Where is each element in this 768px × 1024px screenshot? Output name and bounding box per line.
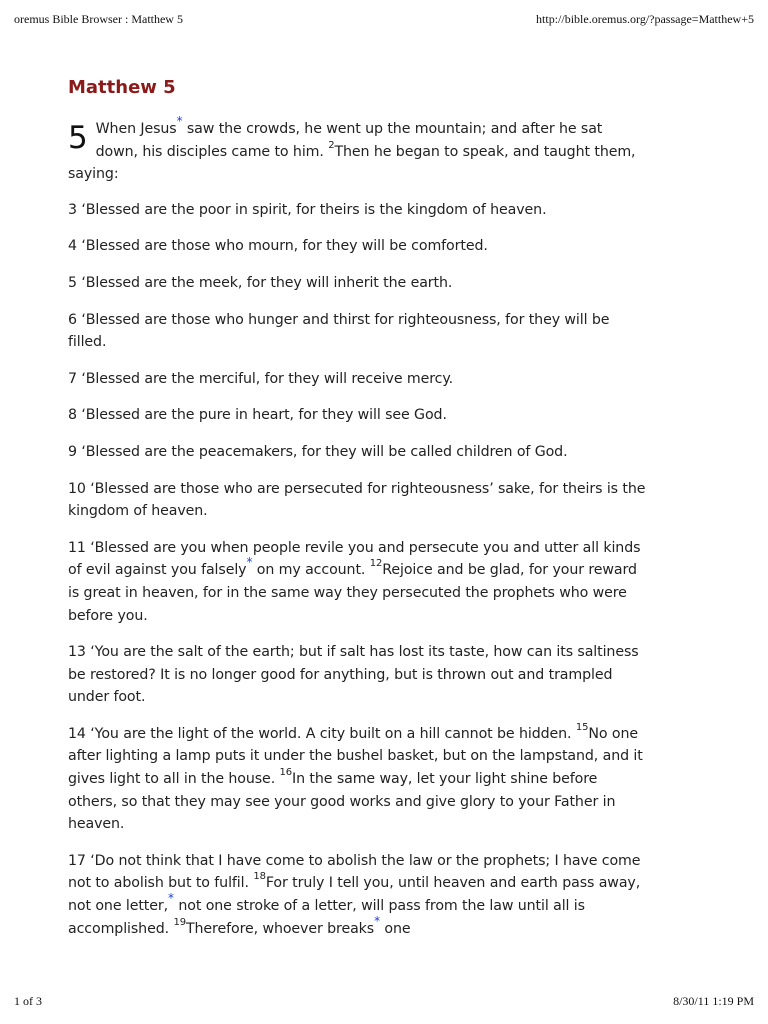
verse-text: not one stroke of a letter, will pass from the law until all is accomplished. <box>68 898 585 937</box>
verse-number: 18 <box>253 871 266 883</box>
footnote-marker[interactable]: * <box>176 114 183 128</box>
page-count: 1 of 3 <box>14 994 42 1008</box>
verse-number: 16 <box>279 767 293 779</box>
verse-text: Then he began to speak, and taught them, saying: <box>68 143 636 183</box>
verse-paragraph: 13 ‘You are the salt of the earth; but if salt has lost its taste, how can its saltiness be restored? It is no longer good for anything, but is thrown out and trampled under foot. <box>68 644 639 706</box>
verse-paragraph: 9 ‘Blessed are the peacemakers, for they will be called children of God. <box>68 443 568 460</box>
verse-paragraph <box>68 114 648 186</box>
verse-paragraph <box>68 850 648 940</box>
chapter-number: 5 <box>68 120 88 156</box>
footnote-marker[interactable]: * <box>168 891 174 906</box>
verse-paragraph: 6 ‘Blessed are those who hunger and thirst for righteousness, for they will be filled. <box>68 311 610 351</box>
verse-text: one <box>379 920 411 937</box>
verse-text: on my account. <box>252 562 370 579</box>
verse-number: 2 <box>328 139 335 151</box>
print-header <box>14 12 754 27</box>
passage-content <box>68 76 648 954</box>
passage-title: Matthew 5 <box>68 77 176 98</box>
verse-text: No one after lighting a lamp puts it under the bushel basket, but on the lampstand, and it gives light to all in the house. <box>68 725 643 788</box>
verse-text: For truly I tell you, until heaven and earth pass away, not one letter, <box>68 875 641 915</box>
verse-paragraph: 8 ‘Blessed are the pure in heart, for they will see God. <box>68 407 447 424</box>
footnote-marker[interactable]: * <box>374 913 380 928</box>
verse-text: 14 ‘You are the light of the world. A city built on a hill cannot be hidden. <box>68 725 576 742</box>
verse-number: 19 <box>173 916 186 928</box>
verse-paragraph <box>68 537 648 627</box>
verse-text: In the same way, let your light shine before others, so that they may see your good works and give glory to your Father in heaven. <box>68 771 616 833</box>
verse-paragraph <box>68 723 648 836</box>
verse-text: saw the crowds, he went up the mountain; and after he sat down, his disciples came to him. <box>95 121 603 160</box>
verse-text: 17 ‘Do not think that I have come to abolish the law or the prophets; I have come not to abolish but to fulfil. <box>68 852 641 892</box>
footnote-marker[interactable]: * <box>246 555 253 570</box>
verse-text: 11 ‘Blessed are you when people revile you and persecute you and utter all kinds of evil against you falsely <box>68 539 641 579</box>
verse-text: Therefore, whoever breaks <box>185 920 375 937</box>
verse-text: When Jesus <box>95 121 177 137</box>
verse-paragraph: 5 ‘Blessed are the meek, for they will inherit the earth. <box>68 274 453 291</box>
verse-text: Rejoice and be glad, for your reward is great in heaven, for in the same way they persecuted the prophets who were before you. <box>68 562 637 624</box>
verse-number: 15 <box>575 721 589 733</box>
verse-paragraph: 7 ‘Blessed are the merciful, for they will receive mercy. <box>68 370 454 387</box>
print-header-url: http://bible.oremus.org/?passage=Matthew+5 <box>536 12 754 26</box>
print-timestamp: 8/30/11 1:19 PM <box>673 994 754 1008</box>
verse-paragraph: 10 ‘Blessed are those who are persecuted for righteousness’ sake, for theirs is the kingdom of heaven. <box>68 480 646 520</box>
verse-paragraph: 4 ‘Blessed are those who mourn, for they will be comforted. <box>68 238 488 255</box>
verse-paragraph: 3 ‘Blessed are the poor in spirit, for theirs is the kingdom of heaven. <box>68 201 547 218</box>
verse-number: 12 <box>369 558 383 570</box>
print-footer <box>14 994 754 1009</box>
print-header-title: oremus Bible Browser : Matthew 5 <box>14 12 183 26</box>
